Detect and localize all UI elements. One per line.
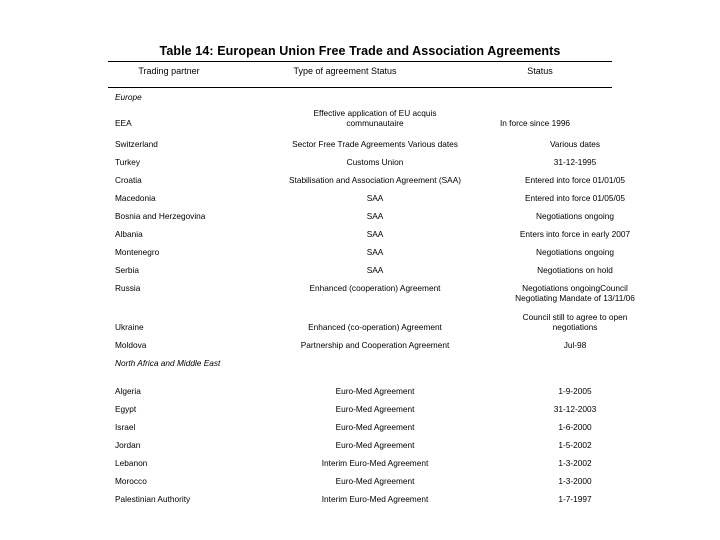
status-cell: In force since 1996 xyxy=(499,118,571,128)
partner-cell: Bosnia and Herzegovina xyxy=(115,211,206,221)
type-cell: Interim Euro-Med Agreement xyxy=(321,458,429,468)
type-cell: Enhanced (cooperation) Agreement xyxy=(309,283,441,293)
table-row xyxy=(115,107,610,128)
partner-cell: Croatia xyxy=(115,175,142,185)
status-cell: 1-6-2000 xyxy=(558,422,592,432)
partner-cell: Lebanon xyxy=(115,458,148,468)
header-trading-partner: Trading partner xyxy=(138,66,200,76)
type-cell: Euro-Med Agreement xyxy=(335,422,415,432)
table-row xyxy=(115,440,650,450)
table-row xyxy=(115,386,650,396)
partner-cell: Algeria xyxy=(115,386,141,396)
type-cell: SAA xyxy=(366,229,384,239)
status-cell: Various dates xyxy=(549,139,601,149)
table-row xyxy=(115,247,650,257)
status-cell: Jul-98 xyxy=(563,340,587,350)
section-label-north-africa-middle-east: North Africa and Middle East xyxy=(115,358,221,368)
status-cell: Negotiations ongoing xyxy=(536,211,614,221)
status-cell: Enters into force in early 2007 xyxy=(519,229,631,239)
type-cell: Euro-Med Agreement xyxy=(335,440,415,450)
type-cell: Euro-Med Agreement xyxy=(335,404,415,414)
table-row xyxy=(115,311,640,332)
partner-cell: Montenegro xyxy=(115,247,160,257)
type-cell: Effective application of EU acquis communautaire xyxy=(313,108,437,128)
partner-cell: Albania xyxy=(115,229,143,239)
partner-cell: Palestinian Authority xyxy=(115,494,191,504)
partner-cell: Macedonia xyxy=(115,193,156,203)
partner-cell: Egypt xyxy=(115,404,137,414)
partner-cell: Israel xyxy=(115,422,136,432)
status-cell: 1-9-2005 xyxy=(558,386,592,396)
header-rule xyxy=(108,87,612,88)
table-row xyxy=(115,175,650,185)
header-type-of-agreement: Type of agreement Status xyxy=(293,66,397,76)
status-cell: 1-5-2002 xyxy=(558,440,592,450)
type-cell: Partnership and Cooperation Agreement xyxy=(300,340,450,350)
type-cell: SAA xyxy=(366,211,384,221)
type-cell: Stabilisation and Association Agreement (SAA) xyxy=(288,175,462,185)
status-cell: Entered into force 01/05/05 xyxy=(524,193,626,203)
type-cell: Euro-Med Agreement xyxy=(335,386,415,396)
header-status: Status xyxy=(527,66,553,76)
status-cell: 1-7-1997 xyxy=(558,494,592,504)
table-row xyxy=(115,404,650,414)
table-row xyxy=(115,193,650,203)
table-row xyxy=(115,476,650,486)
type-cell: Interim Euro-Med Agreement xyxy=(321,494,429,504)
type-cell: Enhanced (co-operation) Agreement xyxy=(308,322,442,332)
partner-cell: Serbia xyxy=(115,265,139,275)
type-cell: SAA xyxy=(366,247,384,257)
partner-cell: Turkey xyxy=(115,157,141,167)
table-row xyxy=(115,265,650,275)
status-cell: Negotiations ongoingCouncil Negotiating Mandate of 13/11/06 xyxy=(515,283,635,303)
status-cell: 1-3-2000 xyxy=(558,476,592,486)
partner-cell: Ukraine xyxy=(115,322,144,332)
status-cell: Negotiations ongoing xyxy=(536,247,614,257)
table-row xyxy=(115,340,650,350)
partner-cell: Jordan xyxy=(115,440,141,450)
partner-cell: Moldova xyxy=(115,340,147,350)
partner-cell: Russia xyxy=(115,283,141,293)
table-title: Table 14: European Union Free Trade and Association Agreements xyxy=(159,44,561,58)
table-row xyxy=(115,211,650,221)
status-cell: Negotiations on hold xyxy=(537,265,613,275)
status-cell: 1-3-2002 xyxy=(558,458,592,468)
status-cell: Entered into force 01/01/05 xyxy=(524,175,626,185)
table-row xyxy=(115,494,650,504)
table-row xyxy=(115,139,650,149)
partner-cell: EEA xyxy=(115,118,132,128)
partner-cell: Switzerland xyxy=(115,139,158,149)
top-rule xyxy=(108,61,612,62)
type-cell: SAA xyxy=(366,265,384,275)
partner-cell: Morocco xyxy=(115,476,147,486)
status-cell: Council still to agree to open negotiations xyxy=(522,312,628,332)
type-cell: SAA xyxy=(366,193,384,203)
type-cell: Customs Union xyxy=(346,157,404,167)
table-row xyxy=(115,157,650,167)
type-cell: Sector Free Trade Agreements Various dates xyxy=(292,139,458,149)
status-cell: 31-12-1995 xyxy=(553,157,597,167)
table-row xyxy=(115,229,650,239)
table-row xyxy=(115,283,640,303)
table-row xyxy=(115,422,650,432)
table-row xyxy=(115,458,650,468)
status-cell: 31-12-2003 xyxy=(553,404,597,414)
section-label-europe: Europe xyxy=(115,92,142,102)
type-cell: Euro-Med Agreement xyxy=(335,476,415,486)
